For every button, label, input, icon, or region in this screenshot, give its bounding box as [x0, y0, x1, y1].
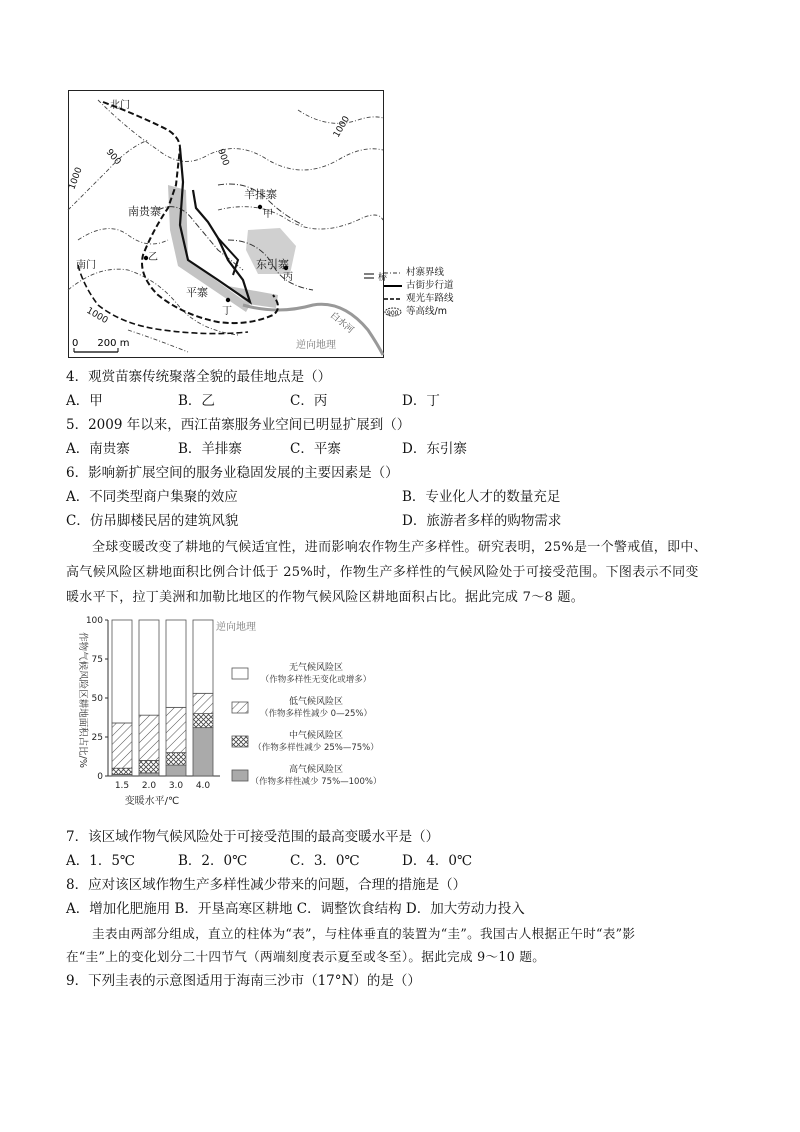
- chart-bar-segment: [139, 760, 159, 772]
- map-legend-panel: [384, 266, 494, 318]
- passage3-line1: 圭表由两部分组成，直立的柱体为“表”，与柱体垂直的装置为“圭”。我国古人根据正午时“表”影: [92, 926, 636, 941]
- chart-bar-segment: [166, 765, 186, 776]
- legend-bridge: 桥: [378, 273, 388, 283]
- legend-contour: 等高线/m: [406, 306, 447, 317]
- chart-y-tick-label: 100: [85, 616, 103, 626]
- label-bing: 丙: [283, 272, 293, 283]
- chart-y-axis-label: 作物气候风险区耕地面积占比/%: [77, 632, 88, 768]
- chart-bar-segment: [112, 723, 132, 768]
- q8-stem: 8．应对该区域作物生产多样性减少带来的问题，合理的措施是（）: [66, 877, 467, 893]
- chart-legend-name: 中气候风险区: [288, 731, 344, 741]
- chart-legend-name: 无气候风险区: [288, 663, 344, 673]
- label-yi: 乙: [148, 252, 158, 263]
- chart-bar-segment: [112, 620, 132, 723]
- q6-option-b[interactable]: B．专业化人才的数量充足: [402, 489, 561, 505]
- q6-option-c[interactable]: C．仿吊脚楼民居的建筑风貌: [66, 513, 239, 529]
- q6-option-a[interactable]: A．不同类型商户集聚的效应: [66, 489, 238, 505]
- q7-option-b[interactable]: B．2．0℃: [178, 853, 248, 869]
- q9-stem: 9．下列圭表的示意图适用于海南三沙市（17°N）的是（）: [66, 973, 421, 989]
- q4-option-a[interactable]: A．甲: [66, 393, 103, 409]
- passage2-line1: 全球变暖改变了耕地的气候适宜性，进而影响农作物生产多样性。研究表明，25%是一个警戒值，即中、: [92, 540, 707, 555]
- chart-bar-segment: [193, 620, 213, 693]
- village-map: [67, 90, 388, 358]
- label-dongyin: 东引寨: [256, 258, 289, 271]
- q7-option-c[interactable]: C．3．0℃: [290, 853, 360, 869]
- chart-bar-segment: [139, 620, 159, 715]
- chart-y-tick-label: 75: [91, 655, 103, 665]
- q7-option-a[interactable]: A．1．5℃: [66, 853, 136, 869]
- chart-bar-segment: [166, 620, 186, 707]
- chart-bar-segment: [112, 768, 132, 774]
- chart-watermark: 逆向地理: [216, 622, 256, 633]
- q6-stem: 6．影响新扩展空间的服务业稳固发展的主要因素是（）: [66, 465, 399, 481]
- q5-option-a[interactable]: A．南贵寨: [66, 441, 130, 457]
- q5-option-d[interactable]: D．东引寨: [402, 441, 467, 457]
- label-jia: 甲: [263, 209, 273, 220]
- chart-x-tick-label: 4.0: [195, 781, 211, 791]
- chart-legend-note: （作物多样性减少 0—25%）: [259, 709, 373, 719]
- chart-bar-segment: [193, 728, 213, 776]
- river-label: 白水河: [328, 310, 356, 336]
- q7-option-d[interactable]: D．4．0℃: [402, 853, 473, 869]
- q5-option-c[interactable]: C．平寨: [290, 441, 341, 457]
- contour-label: 1000: [67, 166, 85, 192]
- q4-option-c[interactable]: C．丙: [290, 393, 328, 409]
- passage2-line3: 暖水平下，拉丁美洲和加勒比地区的作物气候风险区耕地面积占比。据此完成 7～8 题。: [66, 590, 585, 605]
- risk-area-chart: [66, 612, 426, 808]
- chart-legend-swatch: [232, 770, 248, 781]
- chart-legend-swatch: [232, 736, 248, 747]
- contour-label: 900: [103, 147, 123, 168]
- chart-legend-name: 高气候风险区: [288, 765, 344, 775]
- q4-stem: 4．观赏苗寨传统聚落全貌的最佳地点是（）: [66, 369, 332, 385]
- legend-old-street: 古街步行道: [406, 280, 454, 291]
- chart-bar-segment: [193, 693, 213, 713]
- q7-stem: 7．该区域作物气候风险处于可接受范围的最高变暖水平是（）: [66, 829, 440, 845]
- legend-village-boundary: 村寨界线: [406, 267, 445, 278]
- map-watermark: 逆向地理: [296, 340, 336, 351]
- label-pingzhai: 平寨: [186, 286, 208, 299]
- label-north-gate: 北门: [110, 100, 130, 111]
- chart-x-tick-label: 3.0: [168, 781, 184, 791]
- passage2-line2: 高气候风险区耕地面积比例合计低于 25%时，作物生产多样性的气候风险处于可接受范围。下图表示不同变: [66, 565, 699, 580]
- chart-legend-note: （作物多样性减少 75%—100%）: [250, 777, 382, 787]
- chart-x-axis-label: 变暖水平/℃: [124, 796, 180, 807]
- chart-bar-segment: [166, 707, 186, 752]
- chart-legend-swatch: [232, 668, 248, 679]
- q4-option-d[interactable]: D．丁: [402, 393, 440, 409]
- q4-option-b[interactable]: B．乙: [178, 393, 215, 409]
- point-jia-marker: [258, 205, 262, 209]
- chart-y-tick-label: 50: [91, 694, 103, 704]
- svg-text:900: 900: [387, 309, 399, 317]
- q6-option-d[interactable]: D．旅游者多样的购物需求: [402, 513, 562, 529]
- chart-x-tick-label: 2.0: [141, 781, 157, 791]
- chart-legend-note: （作物多样性减少 25%—75%）: [253, 743, 379, 753]
- contour-label: 900: [215, 147, 231, 168]
- label-yangpai: 羊排寨: [244, 188, 277, 201]
- chart-bar-segment: [193, 714, 213, 728]
- passage3-line2: 在“圭”上的变化划分二十四节气（两端刻度表示夏至或冬至）。据此完成 9～10 题。: [66, 949, 546, 964]
- chart-legend-swatch: [232, 702, 248, 713]
- chart-legend-note: （作物多样性无变化或增多）: [260, 675, 372, 685]
- label-nangui: 南贵寨: [128, 205, 161, 218]
- chart-bar-segment: [166, 753, 186, 765]
- q5-option-b[interactable]: B．羊排寨: [178, 441, 242, 457]
- chart-x-tick-label: 1.5: [114, 781, 130, 791]
- scale-label: 0 200 m: [72, 338, 130, 349]
- chart-bar-segment: [139, 715, 159, 760]
- chart-y-tick-label: 0: [97, 772, 103, 782]
- q5-stem: 5．2009 年以来，西江苗寨服务业空间已明显扩展到（）: [66, 417, 411, 433]
- legend-sightseeing-route: 观光车路线: [406, 293, 454, 304]
- chart-bar-segment: [139, 773, 159, 776]
- contour-label: 1000: [331, 114, 353, 140]
- chart-legend-name: 低气候风险区: [288, 697, 344, 707]
- chart-y-tick-label: 25: [91, 733, 103, 743]
- label-south-gate: 南门: [76, 260, 96, 271]
- contour-label: 1000: [84, 305, 110, 327]
- label-ding: 丁: [222, 306, 232, 317]
- q8-options[interactable]: A．增加化肥施用 B．开垦高寒区耕地 C．调整饮食结构 D．加大劳动力投入: [66, 901, 525, 917]
- point-ding-marker: [226, 298, 230, 302]
